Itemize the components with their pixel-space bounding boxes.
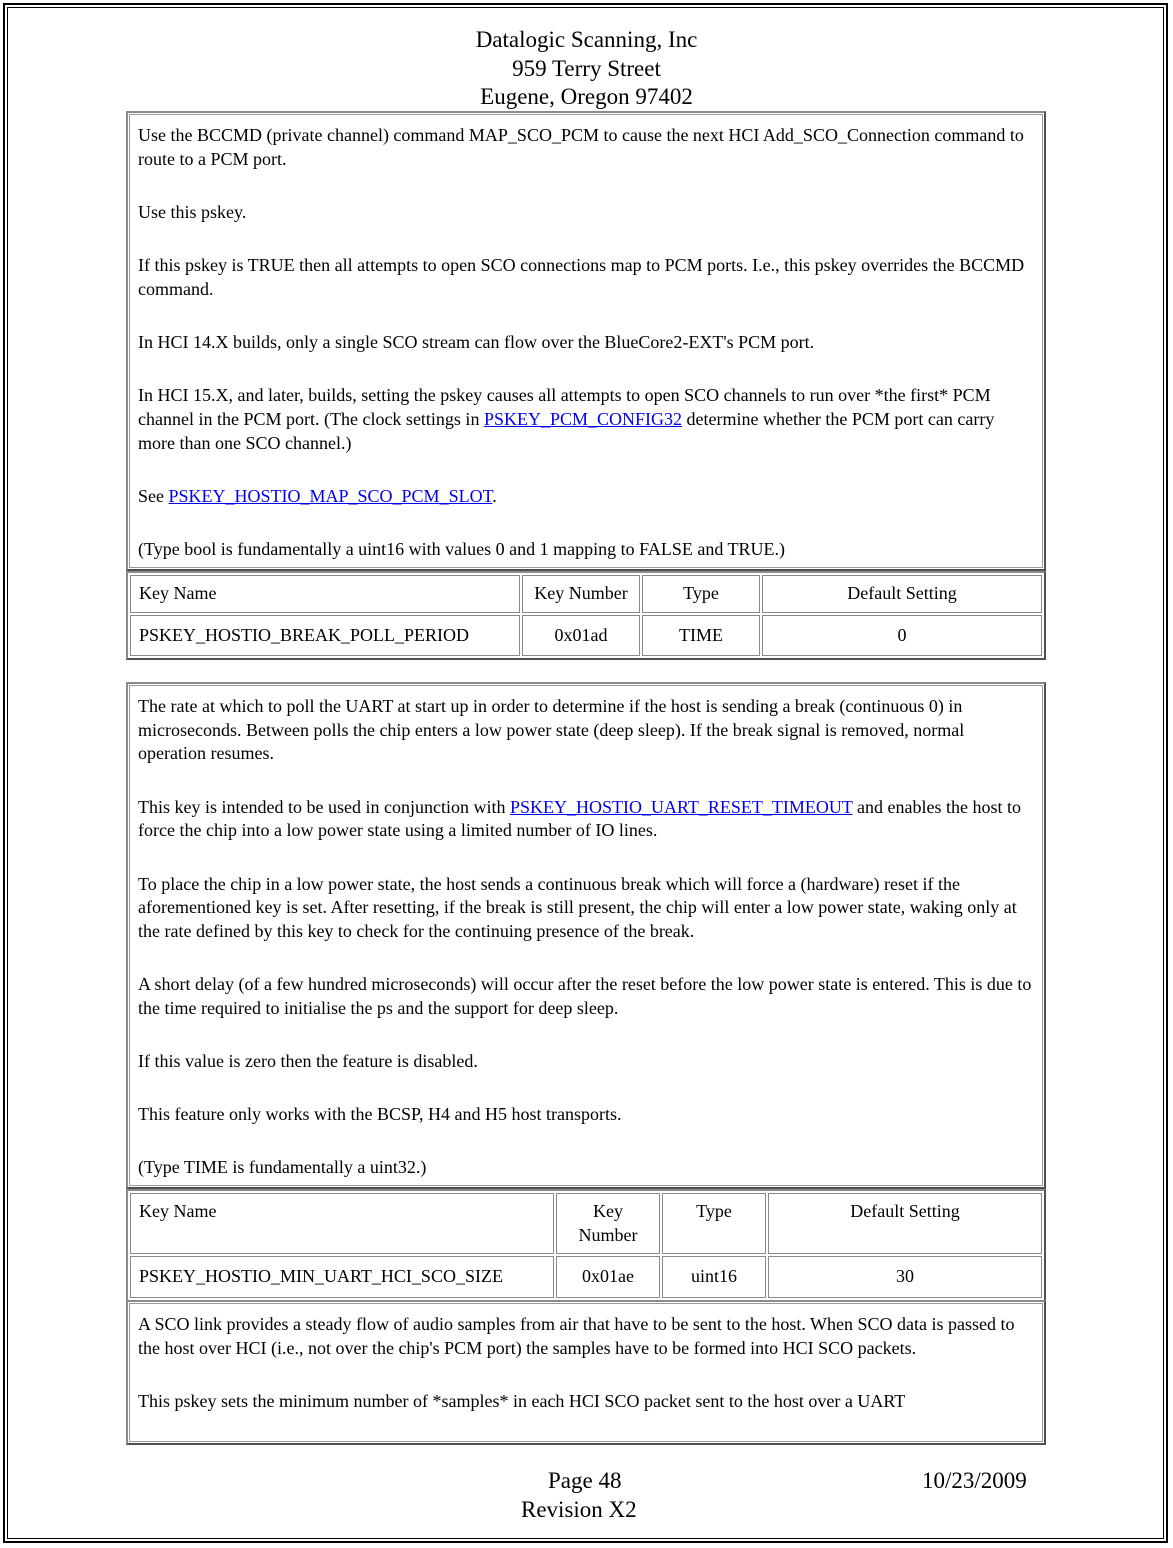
cell-key-number: 0x01ae xyxy=(556,1256,660,1298)
paragraph: This key is intended to be used in conjunction with PSKEY_HOSTIO_UART_RESET_TIMEOUT and enables the host to force the chip into a low power state using a limited number of IO lines. xyxy=(138,796,1022,841)
header-key-name: Key Name xyxy=(130,1193,554,1254)
paragraph: If this pskey is TRUE then all attempts to open SCO connections map to PCM ports. I.e., this pskey overrides the BCCMD command. xyxy=(138,255,1025,299)
header-type: Type xyxy=(662,1193,766,1254)
link-pskey-pcm-config32[interactable]: PSKEY_PCM_CONFIG32 xyxy=(483,408,682,429)
header-default-setting: Default Setting xyxy=(762,575,1042,613)
header-key-name: Key Name xyxy=(130,575,520,613)
header-type: Type xyxy=(642,575,760,613)
description-block-3 xyxy=(126,1300,1046,1445)
table-row xyxy=(130,1256,1042,1298)
paragraph: A SCO link provides a steady flow of audio samples from air that have to be sent to the host. When SCO data is passed to the host over HCI (i.e., not over the chip's PCM port) the samples have to be formed into HCI SCO packets. xyxy=(138,1314,1015,1358)
paragraph: Use this pskey. xyxy=(138,201,247,222)
company-street: 959 Terry Street xyxy=(512,55,661,81)
page-header xyxy=(0,26,1173,112)
key-table-1 xyxy=(126,571,1046,660)
paragraph: (Type bool is fundamentally a uint16 with values 0 and 1 mapping to FALSE and TRUE.) xyxy=(138,539,785,560)
link-pskey-hostio-map-sco-pcm-slot[interactable]: PSKEY_HOSTIO_MAP_SCO_PCM_SLOT xyxy=(168,485,493,506)
header-key-number: Key Number xyxy=(522,575,640,613)
company-name: Datalogic Scanning, Inc xyxy=(475,27,698,52)
cell-type: uint16 xyxy=(662,1256,766,1298)
paragraph: If this value is zero then the feature is disabled. xyxy=(138,1051,478,1072)
description-block-2 xyxy=(126,682,1046,1189)
cell-type: TIME xyxy=(642,615,760,657)
description-block-1 xyxy=(126,111,1046,571)
cell-key-name: PSKEY_HOSTIO_MIN_UART_HCI_SCO_SIZE xyxy=(130,1256,554,1298)
company-city: Eugene, Oregon 97402 xyxy=(480,84,693,109)
table-header-row xyxy=(130,1193,1042,1254)
page-number: Page 48 xyxy=(548,1468,622,1493)
link-pskey-hostio-uart-reset-timeout[interactable]: PSKEY_HOSTIO_UART_RESET_TIMEOUT xyxy=(509,796,853,817)
paragraph: (Type TIME is fundamentally a uint32.) xyxy=(138,1157,427,1178)
paragraph: To place the chip in a low power state, the host sends a continuous break which will force a (hardware) reset if the aforementioned key is set. After resetting, if the break is still present, the chip will enter a low power state, waking only at the rate defined by this key to check for the continuing presence of the break. xyxy=(138,873,1017,941)
cell-default-setting: 0 xyxy=(762,615,1042,657)
paragraph: This pskey sets the minimum number of *samples* in each HCI SCO packet sent to the host over a UART xyxy=(138,1390,906,1411)
paragraph: In HCI 14.X builds, only a single SCO stream can flow over the BlueCore2-EXT's PCM port. xyxy=(138,332,815,353)
cell-default-setting: 30 xyxy=(768,1256,1042,1298)
paragraph: See PSKEY_HOSTIO_MAP_SCO_PCM_SLOT. xyxy=(138,485,497,506)
header-key-number: Key Number xyxy=(556,1193,660,1254)
revision: Revision X2 xyxy=(521,1497,637,1522)
paragraph: In HCI 15.X, and later, builds, setting the pskey causes all attempts to open SCO channels to run over *the first* PCM channel in the PCM port. (The clock settings in PSKEY_PCM_CONFIG32 determine whether the PCM port can carry more than one SCO channel.) xyxy=(138,385,995,453)
table-row xyxy=(130,615,1042,657)
cell-key-number: 0x01ad xyxy=(522,615,640,657)
cell-key-name: PSKEY_HOSTIO_BREAK_POLL_PERIOD xyxy=(130,615,520,657)
footer-date: 10/23/2009 xyxy=(922,1468,1027,1493)
paragraph: The rate at which to poll the UART at start up in order to determine if the host is sending a break (continuous 0) in microseconds. Between polls the chip enters a low power state (deep sleep). If the break signal is removed, normal operation resumes. xyxy=(138,696,965,764)
paragraph: A short delay (of a few hundred microseconds) will occur after the reset before the low power state is entered. This is due to the time required to initialise the ps and the support for deep sleep. xyxy=(138,974,1032,1018)
key-table-2 xyxy=(126,1189,1046,1302)
paragraph: This feature only works with the BCSP, H4 and H5 host transports. xyxy=(138,1104,622,1125)
header-default-setting: Default Setting xyxy=(768,1193,1042,1254)
table-header-row xyxy=(130,575,1042,613)
paragraph: Use the BCCMD (private channel) command MAP_SCO_PCM to cause the next HCI Add_SCO_Connection command to route to a PCM port. xyxy=(138,125,1024,169)
